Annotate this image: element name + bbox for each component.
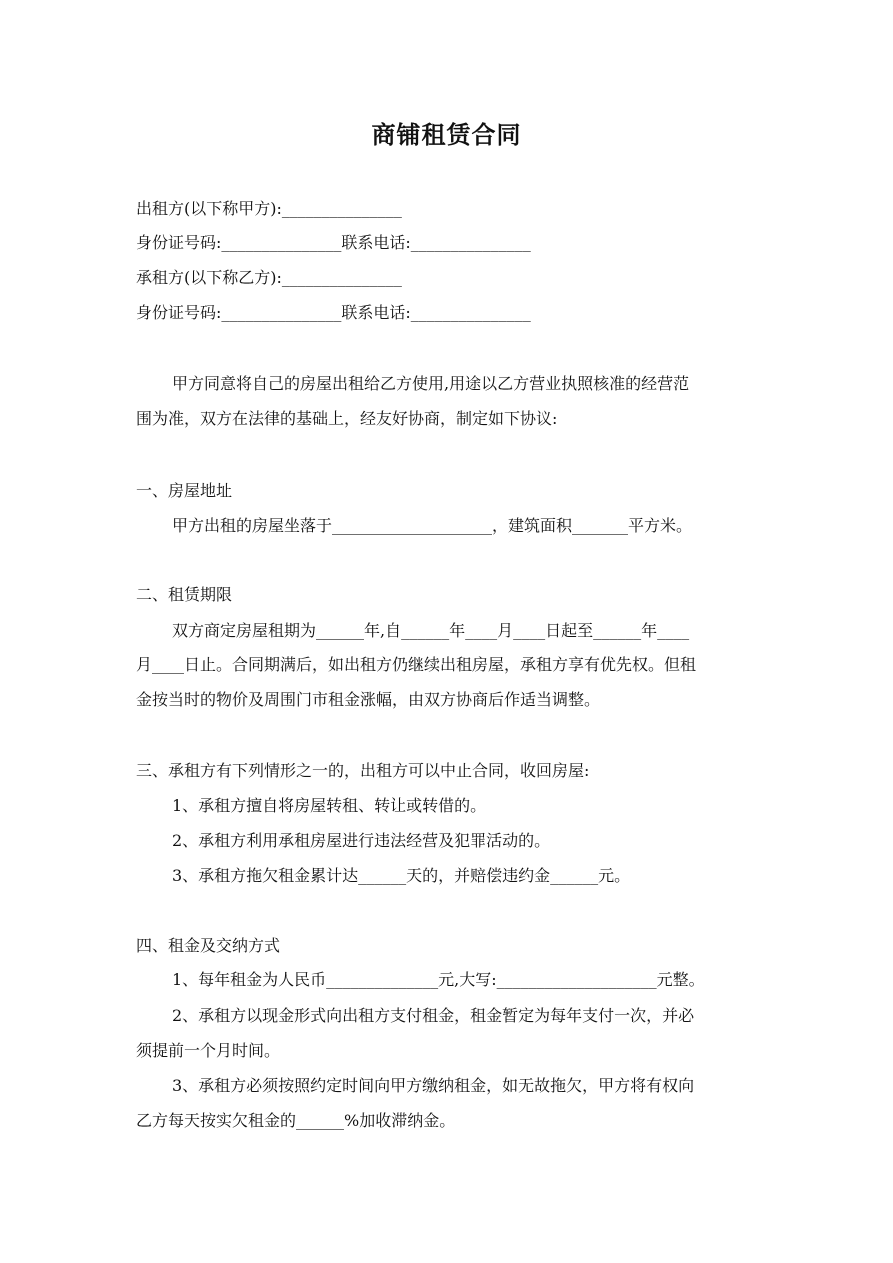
intro-paragraph-line: 甲方同意将自己的房屋出租给乙方使用,用途以乙方营业执照核准的经营范 — [172, 374, 690, 393]
section-text: 金按当时的物价及周围门市租金涨幅，由双方协商后作适当调整。 — [136, 690, 601, 709]
list-item-continuation: 须提前一个月时间。 — [136, 1041, 281, 1060]
list-item: 3、承租方拖欠租金累计达______天的，并赔偿违约金______元。 — [172, 866, 631, 885]
list-item: 2、承租方利用承租房屋进行违法经营及犯罪活动的。 — [172, 831, 551, 850]
list-item: 3、承租方必须按照约定时间向甲方缴纳租金，如无故拖欠，甲方将有权向 — [172, 1076, 695, 1095]
lessee-id-phone-line: 身份证号码:_______________联系电话:_______________ — [136, 303, 531, 322]
section-heading: 四、租金及交纳方式 — [136, 936, 281, 955]
section-text: 月____日止。合同期满后，如出租方仍继续出租房屋，承租方享有优先权。但租 — [136, 655, 697, 674]
section-text: 甲方出租的房屋坐落于____________________，建筑面积_______平方米。 — [172, 516, 693, 535]
list-item-continuation: 乙方每天按实欠租金的______%加收滞纳金。 — [136, 1111, 456, 1130]
section-text: 双方商定房屋租期为______年,自______年____月____日起至______年____ — [172, 621, 690, 640]
list-item: 1、每年租金为人民币______________元,大写:____________________元整。 — [172, 970, 705, 989]
lessee-line: 承租方(以下称乙方):_______________ — [136, 268, 402, 287]
document-title: 商铺租赁合同 — [371, 120, 522, 149]
list-item: 1、承租方擅自将房屋转租、转让或转借的。 — [172, 796, 487, 815]
section-heading: 二、租赁期限 — [136, 585, 233, 604]
section-heading: 一、房屋地址 — [136, 481, 233, 500]
intro-paragraph-line: 围为准，双方在法律的基础上，经友好协商，制定如下协议: — [136, 409, 558, 428]
section-heading: 三、承租方有下列情形之一的，出租方可以中止合同，收回房屋: — [136, 761, 590, 780]
lessor-id-phone-line: 身份证号码:_______________联系电话:_______________ — [136, 233, 531, 252]
list-item: 2、承租方以现金形式向出租方支付租金，租金暂定为每年支付一次，并必 — [172, 1006, 695, 1025]
lessor-line: 出租方(以下称甲方):_______________ — [136, 199, 402, 218]
